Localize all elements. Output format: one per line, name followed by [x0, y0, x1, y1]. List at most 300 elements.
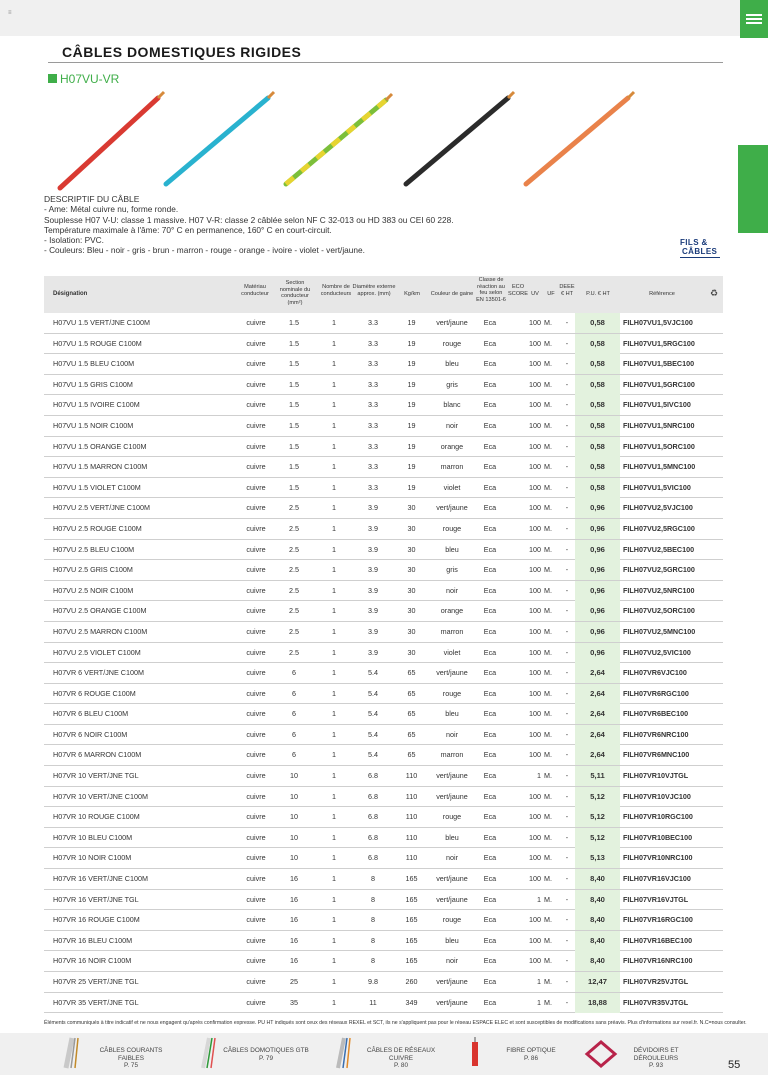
cell-nombre: 1	[332, 935, 336, 945]
footer-item-label: CÂBLES COURANTS FAIBLES	[99, 1047, 163, 1062]
cell-section: 6	[292, 729, 296, 739]
cell-section: 6	[292, 709, 296, 719]
cell-materiau: cuivre	[246, 441, 266, 451]
red-cable-image	[60, 92, 164, 188]
cell-reference: FILH07VR25VJTGL	[623, 977, 689, 986]
cell-designation: H07VR 25 VERT/JNE TGL	[53, 977, 139, 986]
cell-nombre: 1	[332, 750, 336, 760]
cell-diametre: 5.4	[368, 750, 378, 760]
cell-price: 2,64	[575, 704, 620, 724]
cell-nombre: 1	[332, 812, 336, 822]
cell-diametre: 6.8	[368, 791, 378, 801]
footer-item-page: P. 93	[648, 1062, 664, 1069]
cell-kg: 19	[407, 338, 416, 348]
cell-price: 5,12	[575, 828, 620, 848]
cell-uv: 1	[537, 771, 541, 781]
cell-price: 0,58	[575, 437, 620, 457]
cell-kg: 65	[407, 688, 416, 698]
cell-kg: 30	[407, 606, 416, 616]
cell-uf: M.	[544, 729, 552, 739]
cell-reference: FILH07VR10VJTGL	[623, 771, 689, 781]
cell-uv: 100	[529, 626, 541, 636]
table-row	[44, 684, 723, 705]
cell-reference: FILH07VU1,5VJC100	[623, 318, 693, 327]
cell-uv: 100	[529, 668, 541, 678]
cell-price: 0,96	[575, 601, 620, 621]
cell-deee: -	[565, 420, 569, 430]
cell-materiau: cuivre	[246, 791, 266, 801]
cell-kg: 260	[405, 977, 418, 986]
cell-section: 1.5	[289, 318, 299, 327]
footer-item-label: FIBRE OPTIQUE	[506, 1047, 556, 1054]
footer-label	[86, 1047, 176, 1070]
cell-section: 6	[292, 688, 296, 698]
cell-price: 8,40	[575, 931, 620, 951]
cell-section: 16	[290, 935, 298, 945]
cell-kg: 30	[407, 585, 416, 595]
cell-materiau: cuivre	[246, 503, 266, 513]
cell-nombre: 1	[332, 977, 336, 986]
cell-section: 16	[290, 956, 298, 966]
cell-designation: H07VU 2.5 BLEU C100M	[53, 544, 135, 554]
cell-couleur: blanc	[443, 400, 461, 410]
cell-classe: Eca	[483, 771, 497, 781]
cell-designation: H07VR 6 ROUGE C100M	[53, 688, 136, 698]
footer-item-domotiques-gtb[interactable]	[193, 1033, 323, 1075]
cell-kg: 30	[407, 523, 416, 533]
cell-reference: FILH07VR16RGC100	[623, 915, 693, 925]
cell-uv: 100	[529, 832, 541, 842]
cell-nombre: 1	[332, 420, 336, 430]
footer-item-devidoirs[interactable]	[583, 1033, 723, 1075]
footer-item-courants-faibles[interactable]	[58, 1033, 188, 1075]
cell-diametre: 3.3	[368, 441, 378, 451]
cell-section: 10	[290, 853, 298, 863]
cell-classe: Eca	[483, 935, 497, 945]
cell-kg: 165	[405, 894, 418, 904]
cell-price: 0,58	[575, 313, 620, 333]
cell-classe: Eca	[483, 791, 497, 801]
cell-price: 0,58	[575, 478, 620, 498]
cell-materiau: cuivre	[246, 977, 266, 986]
cell-price: 8,40	[575, 951, 620, 971]
cell-diametre: 3.3	[368, 318, 378, 327]
footer-label	[221, 1047, 311, 1062]
subtitle-text: H07VU-VR	[60, 72, 120, 86]
cell-materiau: cuivre	[246, 668, 266, 678]
cell-nombre: 1	[332, 565, 336, 575]
cell-couleur: violet	[443, 647, 461, 657]
cell-classe: Eca	[483, 379, 497, 389]
cell-couleur: vert/jaune	[436, 771, 468, 781]
cell-deee: -	[565, 585, 569, 595]
cell-uv: 100	[529, 585, 541, 595]
col-deee: DEEE € HT	[559, 284, 575, 297]
cell-classe: Eca	[483, 318, 497, 327]
footer-item-page: P. 86	[523, 1054, 539, 1062]
cell-classe: Eca	[483, 400, 497, 410]
cell-materiau: cuivre	[246, 647, 266, 657]
cell-diametre: 8	[371, 894, 375, 904]
cell-reference: FILH07VU2,5ORC100	[623, 606, 695, 616]
cell-uf: M.	[544, 318, 552, 327]
cell-reference: FILH07VU1,5MNC100	[623, 462, 696, 472]
cell-couleur: marron	[440, 462, 464, 472]
cell-classe: Eca	[483, 359, 497, 369]
cell-price: 0,58	[575, 457, 620, 477]
cell-diametre: 8	[371, 915, 375, 925]
cell-classe: Eca	[483, 338, 497, 348]
cell-materiau: cuivre	[246, 400, 266, 410]
cell-couleur: rouge	[442, 812, 462, 822]
cell-price: 8,40	[575, 910, 620, 930]
cell-reference: FILH07VU1,5GRC100	[623, 379, 695, 389]
cell-deee: -	[565, 915, 569, 925]
cell-designation: H07VR 10 VERT/JNE TGL	[53, 771, 139, 781]
cell-classe: Eca	[483, 441, 497, 451]
cell-designation: H07VU 1.5 BLEU C100M	[53, 359, 135, 369]
cell-uf: M.	[544, 977, 552, 986]
cell-designation: H07VU 2.5 VIOLET C100M	[53, 647, 141, 657]
cell-classe: Eca	[483, 503, 497, 513]
cell-uv: 100	[529, 729, 541, 739]
black-cable-image	[406, 92, 514, 184]
cell-price: 0,58	[575, 395, 620, 415]
cell-kg: 65	[407, 668, 416, 678]
table-row	[44, 725, 723, 746]
cell-uf: M.	[544, 400, 552, 410]
cell-nombre: 1	[332, 585, 336, 595]
cell-reference: FILH07VU1,5BEC100	[623, 359, 695, 369]
cell-classe: Eca	[483, 977, 497, 986]
cell-classe: Eca	[483, 915, 497, 925]
cell-materiau: cuivre	[246, 709, 266, 719]
cell-designation: H07VU 1.5 VERT/JNE C100M	[53, 318, 150, 327]
cell-designation: H07VU 1.5 GRIS C100M	[53, 379, 133, 389]
cell-deee: -	[565, 812, 569, 822]
cell-price: 0,96	[575, 622, 620, 642]
cell-section: 1.5	[289, 420, 299, 430]
cell-uv: 100	[529, 523, 541, 533]
col-nombre: Nombre de conducteurs	[320, 284, 352, 297]
cell-kg: 30	[407, 503, 416, 513]
cell-classe: Eca	[483, 812, 497, 822]
cell-deee: -	[565, 626, 569, 636]
cell-section: 1.5	[289, 359, 299, 369]
cell-deee: -	[565, 771, 569, 781]
cell-materiau: cuivre	[246, 565, 266, 575]
cell-classe: Eca	[483, 832, 497, 842]
cell-price: 8,40	[575, 869, 620, 889]
cell-price: 0,96	[575, 643, 620, 663]
cell-classe: Eca	[483, 894, 497, 904]
cell-reference: FILH07VR16BEC100	[623, 935, 693, 945]
cell-price: 0,58	[575, 354, 620, 374]
cell-uf: M.	[544, 935, 552, 945]
col-designation: Désignation	[53, 291, 88, 297]
col-couleur: Couleur de gaine	[430, 291, 474, 297]
cell-materiau: cuivre	[246, 832, 266, 842]
cell-diametre: 3.9	[368, 565, 378, 575]
cell-materiau: cuivre	[246, 544, 266, 554]
cell-diametre: 3.3	[368, 462, 378, 472]
cell-couleur: noir	[446, 420, 458, 430]
logo-underline	[680, 257, 720, 258]
cell-reference: FILH07VR16VJC100	[623, 874, 691, 884]
cell-price: 12,47	[575, 972, 620, 992]
cell-deee: -	[565, 935, 569, 945]
cell-deee: -	[565, 606, 569, 616]
cell-couleur: bleu	[445, 359, 459, 369]
table-row	[44, 457, 723, 478]
cell-uv: 100	[529, 915, 541, 925]
cell-nombre: 1	[332, 318, 336, 327]
cell-deee: -	[565, 853, 569, 863]
cell-price: 0,96	[575, 560, 620, 580]
blue-cable-image	[166, 92, 274, 184]
cell-nombre: 1	[332, 523, 336, 533]
cell-deee: -	[565, 359, 569, 369]
cell-nombre: 1	[332, 400, 336, 410]
cell-diametre: 5.4	[368, 688, 378, 698]
cell-uv: 1	[537, 894, 541, 904]
cell-materiau: cuivre	[246, 956, 266, 966]
cell-designation: H07VR 10 VERT/JNE C100M	[53, 791, 148, 801]
cell-couleur: noir	[446, 585, 458, 595]
cell-nombre: 1	[332, 668, 336, 678]
cell-kg: 19	[407, 379, 416, 389]
cell-nombre: 1	[332, 729, 336, 739]
cell-nombre: 1	[332, 894, 336, 904]
cell-classe: Eca	[483, 709, 497, 719]
cell-uf: M.	[544, 771, 552, 781]
cell-kg: 19	[407, 420, 416, 430]
cell-designation: H07VR 6 MARRON C100M	[53, 750, 142, 760]
cell-classe: Eca	[483, 688, 497, 698]
cell-couleur: violet	[443, 482, 461, 492]
cell-section: 6	[292, 750, 296, 760]
cell-diametre: 3.9	[368, 544, 378, 554]
cell-diametre: 3.3	[368, 482, 378, 492]
cell-price: 2,64	[575, 745, 620, 765]
cell-diametre: 3.9	[368, 647, 378, 657]
table-row	[44, 601, 723, 622]
cell-reference: FILH07VR10BEC100	[623, 832, 693, 842]
cell-diametre: 11	[369, 997, 377, 1007]
cell-kg: 19	[407, 482, 416, 492]
cell-classe: Eca	[483, 626, 497, 636]
cell-reference: FILH07VR6RGC100	[623, 688, 689, 698]
cell-designation: H07VU 2.5 NOIR C100M	[53, 585, 134, 595]
cell-classe: Eca	[483, 956, 497, 966]
footer-item-page: P. 75	[123, 1062, 139, 1069]
table-header	[44, 276, 723, 313]
cell-section: 2.5	[289, 523, 299, 533]
cell-nombre: 1	[332, 606, 336, 616]
table-row	[44, 437, 723, 458]
footer-label	[356, 1047, 446, 1070]
cell-couleur: orange	[440, 441, 464, 451]
cell-classe: Eca	[483, 853, 497, 863]
table-row	[44, 766, 723, 787]
table-row	[44, 622, 723, 643]
cell-diametre: 3.9	[368, 626, 378, 636]
cell-designation: H07VU 1.5 ORANGE C100M	[53, 441, 147, 451]
cell-uf: M.	[544, 482, 552, 492]
table-row	[44, 931, 723, 952]
table-row	[44, 951, 723, 972]
col-kg: Kg/km	[404, 291, 420, 297]
logo-line-2: CÂBLES	[682, 247, 718, 256]
cell-uf: M.	[544, 709, 552, 719]
cell-uf: M.	[544, 462, 552, 472]
cell-materiau: cuivre	[246, 915, 266, 925]
cell-designation: H07VU 1.5 VIOLET C100M	[53, 482, 141, 492]
cell-designation: H07VU 2.5 MARRON C100M	[53, 626, 148, 636]
cell-uf: M.	[544, 874, 552, 884]
cell-reference: FILH07VR10RGC100	[623, 812, 693, 822]
cell-uv: 100	[529, 379, 541, 389]
cell-couleur: orange	[440, 606, 464, 616]
cell-classe: Eca	[483, 585, 497, 595]
table-row	[44, 828, 723, 849]
cell-diametre: 3.9	[368, 503, 378, 513]
cell-nombre: 1	[332, 482, 336, 492]
cell-section: 10	[290, 771, 298, 781]
cell-nombre: 1	[332, 462, 336, 472]
cell-couleur: vert/jaune	[436, 791, 468, 801]
table-row	[44, 807, 723, 828]
cell-uf: M.	[544, 544, 552, 554]
cell-diametre: 3.9	[368, 585, 378, 595]
cell-diametre: 6.8	[368, 832, 378, 842]
table-row	[44, 869, 723, 890]
cell-reference: FILH07VU2,5VIC100	[623, 647, 691, 657]
product-table	[44, 313, 723, 1013]
cell-uf: M.	[544, 750, 552, 760]
cell-materiau: cuivre	[246, 935, 266, 945]
cell-kg: 30	[407, 647, 416, 657]
cell-couleur: vert/jaune	[436, 503, 468, 513]
cell-couleur: noir	[446, 853, 458, 863]
cell-price: 0,96	[575, 581, 620, 601]
cell-diametre: 3.3	[368, 400, 378, 410]
cell-section: 35	[290, 997, 298, 1007]
description-line: Température maximale à l'âme: 70° C en permanence, 160° C en court-circuit.	[44, 224, 332, 235]
cell-couleur: vert/jaune	[436, 318, 468, 327]
cell-price: 0,58	[575, 334, 620, 354]
table-row	[44, 478, 723, 499]
cell-reference: FILH07VR16VJTGL	[623, 894, 689, 904]
cell-nombre: 1	[332, 791, 336, 801]
cell-section: 1.5	[289, 338, 299, 348]
menu-tab[interactable]	[740, 0, 768, 38]
cell-uf: M.	[544, 626, 552, 636]
cell-section: 2.5	[289, 544, 299, 554]
cell-price: 0,96	[575, 519, 620, 539]
col-uf: UF	[547, 291, 555, 297]
cell-section: 16	[290, 894, 298, 904]
cell-uf: M.	[544, 565, 552, 575]
cell-couleur: vert/jaune	[436, 894, 468, 904]
cell-section: 6	[292, 668, 296, 678]
cell-classe: Eca	[483, 729, 497, 739]
cell-kg: 30	[407, 626, 416, 636]
cell-designation: H07VR 16 BLEU C100M	[53, 935, 133, 945]
cell-nombre: 1	[332, 544, 336, 554]
footer-nav	[0, 1033, 768, 1075]
cell-designation: H07VU 1.5 NOIR C100M	[53, 420, 134, 430]
cell-designation: H07VR 16 ROUGE C100M	[53, 915, 140, 925]
cell-classe: Eca	[483, 606, 497, 616]
cell-uv: 100	[529, 482, 541, 492]
cell-reference: FILH07VR6NRC100	[623, 729, 689, 739]
cell-section: 25	[290, 977, 298, 986]
green-yellow-cable-image	[286, 94, 392, 184]
orange-cable-image	[526, 92, 634, 184]
cell-diametre: 3.3	[368, 338, 378, 348]
cell-kg: 65	[407, 750, 416, 760]
cell-kg: 165	[405, 915, 418, 925]
cell-deee: -	[565, 379, 569, 389]
top-bar	[0, 0, 740, 36]
table-row	[44, 993, 723, 1014]
table-row	[44, 787, 723, 808]
col-pu: P.U. € HT	[586, 291, 610, 297]
cell-designation: H07VR 16 VERT/JNE C100M	[53, 874, 148, 884]
cell-uv: 100	[529, 400, 541, 410]
table-row	[44, 334, 723, 355]
cell-deee: -	[565, 338, 569, 348]
cell-deee: -	[565, 894, 569, 904]
footer-item-label: DÉVIDOIRS ET DÉROULEURS	[633, 1047, 679, 1062]
cell-classe: Eca	[483, 523, 497, 533]
cell-reference: FILH07VU1,5ORC100	[623, 441, 695, 451]
cell-designation: H07VU 1.5 ROUGE C100M	[53, 338, 142, 348]
cell-price: 2,64	[575, 684, 620, 704]
cell-uv: 100	[529, 853, 541, 863]
cell-reference: FILH07VU2,5NRC100	[623, 585, 695, 595]
cell-diametre: 3.3	[368, 379, 378, 389]
cell-reference: FILH07VU2,5RGC100	[623, 523, 695, 533]
cell-designation: H07VR 10 ROUGE C100M	[53, 812, 140, 822]
description-line: Souplesse H07 V-U: classe 1 massive. H07 V-R: classe 2 câblée selon NF C 32-013 ou HD 383 ou CEI 60 228.	[44, 214, 454, 225]
cell-couleur: marron	[440, 626, 464, 636]
table-row	[44, 416, 723, 437]
cell-diametre: 6.8	[368, 853, 378, 863]
cell-reference: FILH07VU2,5VJC100	[623, 503, 693, 513]
cell-designation: H07VU 2.5 GRIS C100M	[53, 565, 133, 575]
cell-uf: M.	[544, 359, 552, 369]
cell-materiau: cuivre	[246, 482, 266, 492]
cell-designation: H07VU 1.5 IVOIRE C100M	[53, 400, 140, 410]
cell-nombre: 1	[332, 379, 336, 389]
cell-uv: 100	[529, 750, 541, 760]
footer-label	[486, 1047, 576, 1062]
cell-materiau: cuivre	[246, 523, 266, 533]
cell-uv: 1	[537, 997, 541, 1007]
table-row	[44, 643, 723, 664]
cell-price: 5,13	[575, 848, 620, 868]
cell-uf: M.	[544, 832, 552, 842]
cell-uv: 100	[529, 318, 541, 327]
footer-item-reseaux-cuivre[interactable]	[328, 1033, 458, 1075]
cell-kg: 110	[405, 812, 418, 822]
cell-section: 1.5	[289, 482, 299, 492]
cell-diametre: 8	[371, 956, 375, 966]
cell-uv: 100	[529, 791, 541, 801]
footer-item-fibre-optique[interactable]	[458, 1033, 588, 1075]
